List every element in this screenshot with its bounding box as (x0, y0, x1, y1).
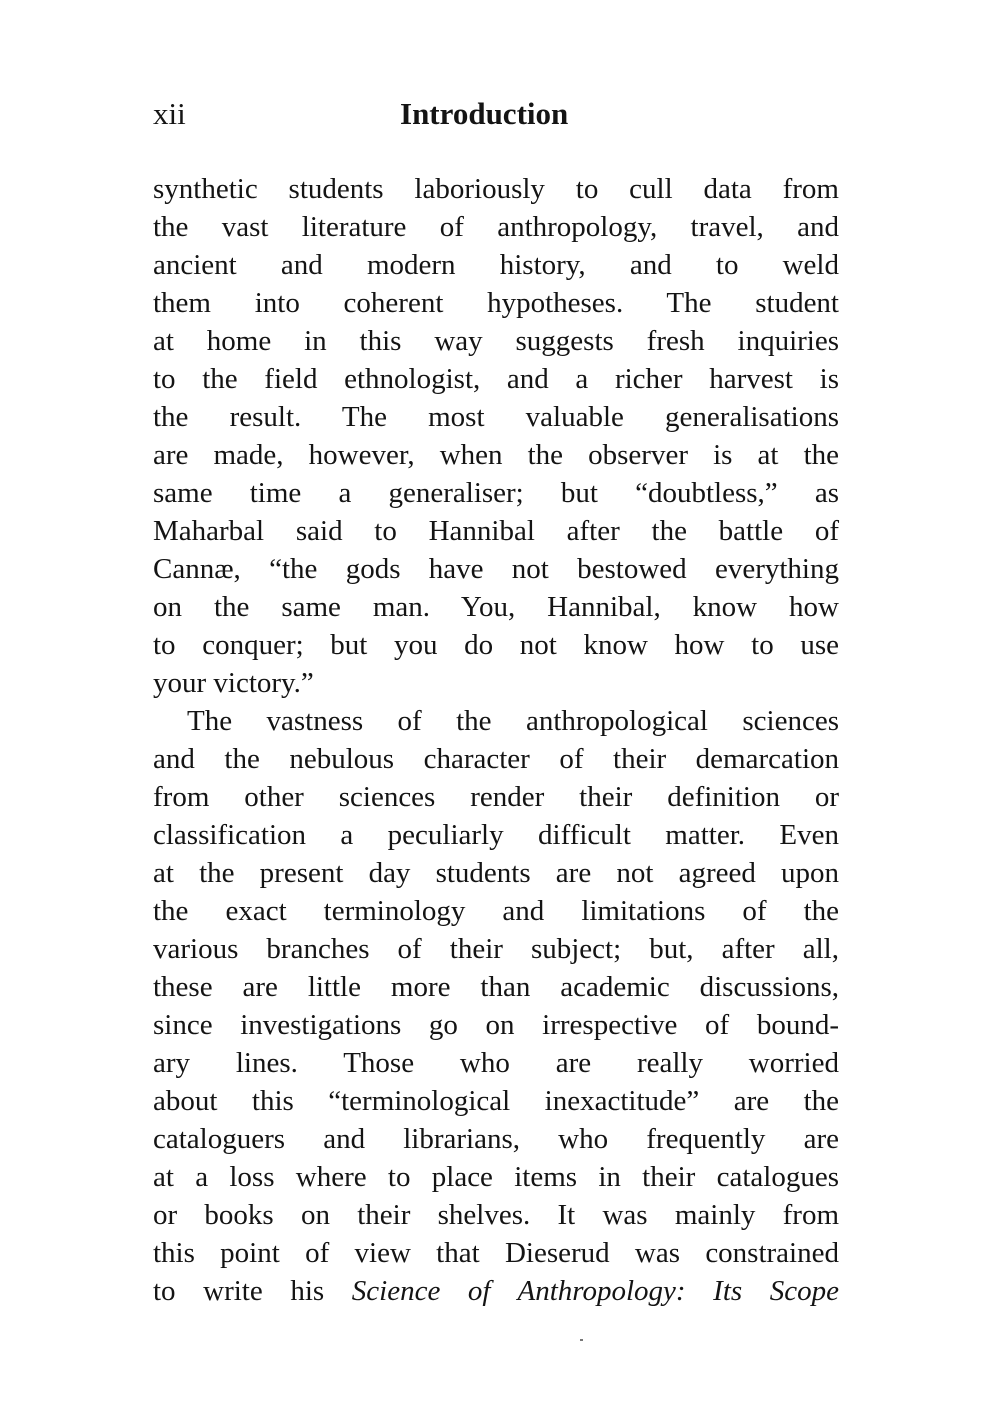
text-line: same time a generaliser; but “doubtless,” as (153, 477, 839, 509)
text-line: synthetic students laboriously to cull data from (153, 173, 839, 205)
page-title: Introduction (400, 96, 569, 131)
text-line: the exact terminology and limitations of the (153, 895, 839, 927)
text-line: ary lines. Those who are really worried (153, 1047, 839, 1079)
text-line: these are little more than academic discussions, (153, 971, 839, 1003)
text-line: on the same man. You, Hannibal, know how (153, 591, 839, 623)
text-line: and the nebulous character of their demarcation (153, 743, 839, 775)
page-number: xii (153, 96, 186, 131)
text-line: at the present day students are not agreed upon (153, 857, 839, 889)
final-line-text: to write his (153, 1275, 325, 1307)
text-line: the result. The most valuable generalisations (153, 401, 839, 433)
text-line: at home in this way suggests fresh inquiries (153, 325, 839, 357)
text-line: are made, however, when the observer is at the (153, 439, 839, 471)
text-line: Cannæ, “the gods have not bestowed everything (153, 553, 839, 585)
text-line: at a loss where to place items in their catalogues (153, 1161, 839, 1193)
paragraph-1 (153, 170, 839, 702)
text-line: ancient and modern history, and to weld (153, 249, 839, 281)
text-line: them into coherent hypotheses. The student (153, 287, 839, 319)
text-line: or books on their shelves. It was mainly from (153, 1199, 839, 1231)
paragraph-2 (153, 702, 839, 1310)
text-line: various branches of their subject; but, after all, (153, 933, 839, 965)
text-line-final (153, 1272, 839, 1310)
text-line: since investigations go on irrespective of bound- (153, 1009, 839, 1041)
running-head (153, 96, 839, 140)
text-line: cataloguers and librarians, who frequently are (153, 1123, 839, 1155)
text-line: from other sciences render their definition or (153, 781, 839, 813)
text-line: to conquer; but you do not know how to use (153, 629, 839, 661)
print-speck (580, 1339, 583, 1341)
body-text (153, 170, 839, 1310)
text-line: The vastness of the anthropological sciences (187, 705, 839, 737)
text-line: this point of view that Dieserud was constrained (153, 1237, 839, 1269)
text-line: about this “terminological inexactitude” are the (153, 1085, 839, 1117)
book-title-italic: Science of Anthropology: Its Scope (351, 1275, 840, 1307)
text-line: to the field ethnologist, and a richer harvest is (153, 363, 839, 395)
text-line: classification a peculiarly difficult matter. Even (153, 819, 839, 851)
text-line: the vast literature of anthropology, travel, and (153, 211, 839, 243)
text-line: Maharbal said to Hannibal after the battle of (153, 515, 839, 547)
text-line: your victory.” (153, 667, 314, 699)
